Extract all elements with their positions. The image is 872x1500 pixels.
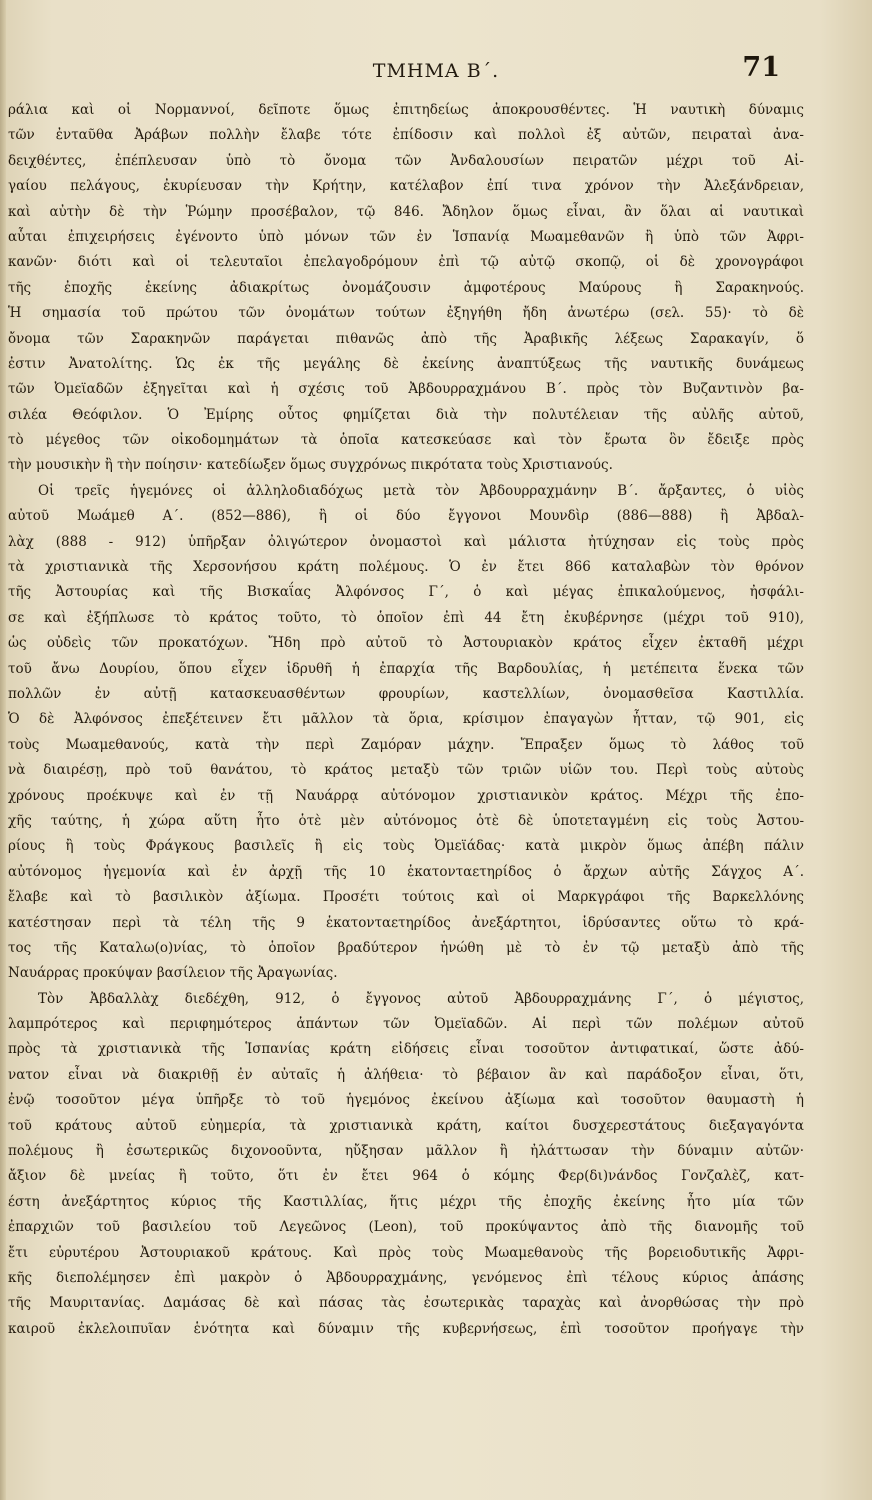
text-line: έστη ἀνεξάρτητος κύριος τῆς Καστιλλίας, ἥτις μέχρι τῆς ἐποχῆς ἐκείνης ἦτο μία τῶν bbox=[8, 1193, 804, 1210]
text-line: ρίους ἢ τοὺς Φράγκους βασιλεῖς ἢ εἰς τοὺς Ὀμεϊάδας· κατὰ μικρὸν ὅμως ἀπέβη πάλιν bbox=[8, 838, 804, 855]
text-line: τὰ χριστιανικὰ τῆς Χερσονήσου κράτη πολέμους. Ὁ ἐν ἔτει 866 καταλαβὼν τὸν θρόνον bbox=[8, 559, 804, 576]
text-line: τοῦ ἄνω Δουρίου, ὅπου εἶχεν ἱδρυθῆ ἡ ἐπαρχία τῆς Βαρδουλίας, ἡ μετέπειτα ἕνεκα τῶν bbox=[8, 660, 804, 677]
text-line: ἐνῷ τοσοῦτον μέγα ὑπῆρξε τὸ τοῦ ἡγεμόνος ἐκείνου ἀξίωμα καὶ τοσοῦτον θαυμαστὴ ἡ bbox=[8, 1092, 804, 1109]
text-line: Ναυάρρας προκύψαν βασίλειον τῆς Ἀραγωνίας. bbox=[8, 965, 338, 982]
text-line: κανῶν· διότι καὶ οἱ τελευταῖοι ἐπελαγοδρόμουν ἐπὶ τῷ αὐτῷ σκοπῷ, οἱ δὲ χρονογράφοι bbox=[8, 254, 804, 271]
text-line: καιροῦ ἐκλελοιπυῖαν ἑνότητα καὶ δύναμιν τῆς κυβερνήσεως, ἐπὶ τοσοῦτον προήγαγε τὴν bbox=[8, 1320, 804, 1337]
text-line: χῆς ταύτης, ἡ χώρα αὕτη ἦτο ὁτὲ μὲν αὐτόνομος ὁτὲ δὲ ὑποτεταγμένη εἰς τοὺς Ἀστου- bbox=[8, 812, 804, 829]
text-line: καὶ αὐτὴν δὲ τὴν Ῥώμην προσέβαλον, τῷ 846. Ἄδηλον ὅμως εἶναι, ἂν ὅλαι αἱ ναυτικαὶ bbox=[8, 203, 804, 220]
text-line: τῆς ἐποχῆς ἐκείνης ἀδιακρίτως ὀνομάζουσιν ἀμφοτέρους Μαύρους ἢ Σαρακηνούς. bbox=[8, 279, 804, 296]
text-line: σιλέα Θεόφιλον. Ὁ Ἐμίρης οὗτος φημίζεται διὰ τὴν πολυτέλειαν τῆς αὐλῆς αὐτοῦ, bbox=[8, 406, 804, 423]
text-line: τος τῆς Καταλω(ο)νίας, τὸ ὁποῖον βραδύτερον ἡνώθη μὲ τὸ ἐν τῷ μεταξὺ ἀπὸ τῆς bbox=[8, 939, 804, 956]
text-line: Τὸν Ἀβδαλλὰχ διεδέχθη, 912, ὁ ἔγγονος αὐτοῦ Ἀβδουρραχμάνης Γ΄, ὁ μέγιστος, bbox=[38, 990, 804, 1007]
text-line: ἐστιν Ἀνατολίτης. Ὡς ἐκ τῆς μεγάλης δὲ ἐκείνης ἀναπτύξεως τῆς ναυτικῆς δυνάμεως bbox=[8, 355, 804, 372]
text-line: τὸ μέγεθος τῶν οἰκοδομημάτων τὰ ὁποῖα κατεσκεύασε καὶ τὸν ἔρωτα ὃν ἔδειξε πρὸς bbox=[8, 432, 804, 449]
text-line: λαμπρότερος καὶ περιφημότερος ἁπάντων τῶν Ὀμεϊαδῶν. Αἱ περὶ τῶν πολέμων αὐτοῦ bbox=[8, 1016, 804, 1033]
text-line: χρόνους προέκυψε καὶ ἐν τῇ Ναυάρρᾳ αὐτόνομον χριστιανικὸν κράτος. Μέχρι τῆς ἐπο- bbox=[8, 787, 804, 804]
text-line: Οἱ τρεῖς ἡγεμόνες οἱ ἀλληλοδιαδόχως μετὰ τὸν Ἀβδουρραχμάνην Β΄. ἄρξαντες, ὁ υἱὸς bbox=[38, 482, 804, 499]
text-line: τοῦ κράτους αὐτοῦ εὐημερία, τὰ χριστιανικὰ κράτη, καίτοι δυσχερεστάτους διεξαγαγόντα bbox=[8, 1117, 804, 1134]
page-edge-shadow bbox=[0, 0, 6, 1500]
text-line: Ὁ δὲ Ἀλφόνσος ἐπεξέτεινεν ἔτι μᾶλλον τὰ ὅρια, κρίσιμον ἐπαγαγὼν ἧτταν, τῷ 901, εἰς bbox=[8, 711, 804, 728]
text-line: ὄνομα τῶν Σαρακηνῶν παράγεται πιθανῶς ἀπὸ τῆς Ἀραβικῆς λέξεως Σαρακαγίν, ὅ bbox=[8, 330, 804, 347]
page-number: 71 bbox=[742, 52, 780, 83]
running-title: ΤΜΗΜΑ Β΄. bbox=[372, 60, 500, 82]
text-line: ἐπαρχιῶν τοῦ βασιλείου τοῦ Λεγεῶνος (Leon), τοῦ προκύψαντος ἀπὸ τῆς διανομῆς τοῦ bbox=[8, 1219, 804, 1236]
text-line: τῆς Μαυριτανίας. Δαμάσας δὲ καὶ πάσας τὰς ἐσωτερικὰς ταραχὰς καὶ ἀνορθώσας τὴν πρὸ bbox=[8, 1295, 804, 1312]
text-line: ἄξιον δὲ μνείας ἢ τοῦτο, ὅτι ἐν ἔτει 964 ὁ κόμης Φερ(δι)νάνδος Γονζαλὲζ, κατ- bbox=[8, 1168, 804, 1185]
text-line: πρὸς τὰ χριστιανικὰ τῆς Ἱσπανίας κράτη εἰδήσεις εἶναι τοσοῦτον ἀντιφατικαί, ὥστε ἀδύ- bbox=[8, 1041, 804, 1058]
text-line: πολλῶν ἐν αὐτῇ κατασκευασθέντων φρουρίων, καστελλίων, ὀνομασθεῖσα Καστιλλία. bbox=[8, 685, 804, 702]
text-line: τῶν ἐνταῦθα Ἀράβων πολλὴν ἔλαβε τότε ἐπίδοσιν καὶ πολλοὶ ἐξ αὐτῶν, πειραταὶ ἀνα- bbox=[8, 127, 804, 144]
text-line: τῶν Ὀμεϊαδῶν ἐξηγεῖται καὶ ἡ σχέσις τοῦ Ἀβδουρραχμάνου Β΄. πρὸς τὸν Βυζαντινὸν βα- bbox=[8, 381, 804, 398]
text-line: ἔλαβε καὶ τὸ βασιλικὸν ἀξίωμα. Προσέτι τούτοις καὶ οἱ Μαρκγράφοι τῆς Βαρκελλόνης bbox=[8, 889, 804, 906]
text-line: γαίου πελάγους, ἐκυρίευσαν τὴν Κρήτην, κατέλαβον ἐπί τινα χρόνον τὴν Ἀλεξάνδρειαν, bbox=[8, 178, 804, 195]
text-line: νὰ διαιρέσῃ, πρὸ τοῦ θανάτου, τὸ κράτος μεταξὺ τῶν τριῶν υἱῶν του. Περὶ τοὺς αὐτοὺς bbox=[8, 762, 804, 779]
text-line: σε καὶ ἐξήπλωσε τὸ κράτος τοῦτο, τὸ ὁποῖον ἐπὶ 44 ἔτη ἐκυβέρνησε (μέχρι τοῦ 910), bbox=[8, 609, 804, 626]
page-header bbox=[0, 52, 872, 92]
text-line: Ἡ σημασία τοῦ πρώτου τῶν ὀνομάτων τούτων ἐξηγήθη ἤδη ἀνωτέρω (σελ. 55)· τὸ δὲ bbox=[8, 305, 804, 322]
text-line: κατέστησαν περὶ τὰ τέλη τῆς 9 ἑκατονταετηρίδος ἀνεξάρτητοι, ἱδρύσαντες οὕτω τὸ κρά- bbox=[8, 914, 804, 931]
text-line: τοὺς Μωαμεθανούς, κατὰ τὴν περὶ Ζαμόραν μάχην. Ἔπραξεν ὅμως τὸ λάθος τοῦ bbox=[8, 736, 804, 753]
text-line: λὰχ (888 - 912) ὑπῆρξαν ὀλιγώτερον ὀνομαστοὶ καὶ μάλιστα ἠτύχησαν εἰς τοὺς πρὸς bbox=[8, 533, 804, 550]
text-line: αὐτόνομος ἡγεμονία καὶ ἐν ἀρχῇ τῆς 10 ἑκατονταετηρίδος ὁ ἄρχων αὐτῆς Σάγχος Α΄. bbox=[8, 863, 804, 880]
body-text bbox=[8, 98, 804, 1342]
text-line: πολέμους ἢ ἐσωτερικῶς διχονοοῦντα, ηὔξησαν μᾶλλον ἢ ἠλάττωσαν τὴν δύναμιν αὐτῶν· bbox=[8, 1143, 804, 1160]
text-line: νατον εἶναι νὰ διακριθῇ ἐν αὐταῖς ἡ ἀλήθεια· τὸ βέβαιον ἂν καὶ παράδοξον εἶναι, ὅτι, bbox=[8, 1066, 804, 1083]
text-line: δειχθέντες, ἐπέπλευσαν ὑπὸ τὸ ὄνομα τῶν Ἀνδαλουσίων πειρατῶν μέχρι τοῦ Αἰ- bbox=[8, 152, 804, 169]
text-line: τὴν μουσικὴν ἢ τὴν ποίησιν· κατεδίωξεν ὅμως συγχρόνως πικρότατα τοὺς Χριστιανούς. bbox=[8, 457, 613, 474]
text-line: ὡς οὐδεὶς τῶν προκατόχων. Ἤδη πρὸ αὐτοῦ τὸ Ἀστουριακὸν κράτος εἶχεν ἐκταθῆ μέχρι bbox=[8, 635, 804, 652]
text-line: αὗται ἐπιχειρήσεις ἐγένοντο ὑπὸ μόνων τῶν ἐν Ἱσπανίᾳ Μωαμεθανῶν ἢ ὑπὸ τῶν Ἀφρι- bbox=[8, 228, 804, 245]
text-line: κῆς διεπολέμησεν ἐπὶ μακρὸν ὁ Ἀβδουρραχμάνης, γενόμενος ἐπὶ τέλους κύριος ἁπάσης bbox=[8, 1269, 804, 1286]
text-line: ἔτι εὐρυτέρου Ἀστουριακοῦ κράτους. Καὶ πρὸς τοὺς Μωαμεθανοὺς τῆς βορειοδυτικῆς Ἀφρι- bbox=[8, 1244, 804, 1261]
text-line: αὐτοῦ Μωάμεθ Α΄. (852—886), ἢ οἱ δύο ἔγγονοι Μουνδὶρ (886—888) ἢ Ἀβδαλ- bbox=[8, 508, 804, 525]
text-line: τῆς Ἀστουρίας καὶ τῆς Βισκαΐας Ἀλφόνσος Γ΄, ὁ καὶ μέγας ἐπικαλούμενος, ἠσφάλι- bbox=[8, 584, 804, 601]
text-line: ράλια καὶ οἱ Νορμαννοί, δεῖποτε ὅμως ἐπιτηδείως ἀποκρουσθέντες. Ἡ ναυτικὴ δύναμις bbox=[8, 102, 804, 118]
